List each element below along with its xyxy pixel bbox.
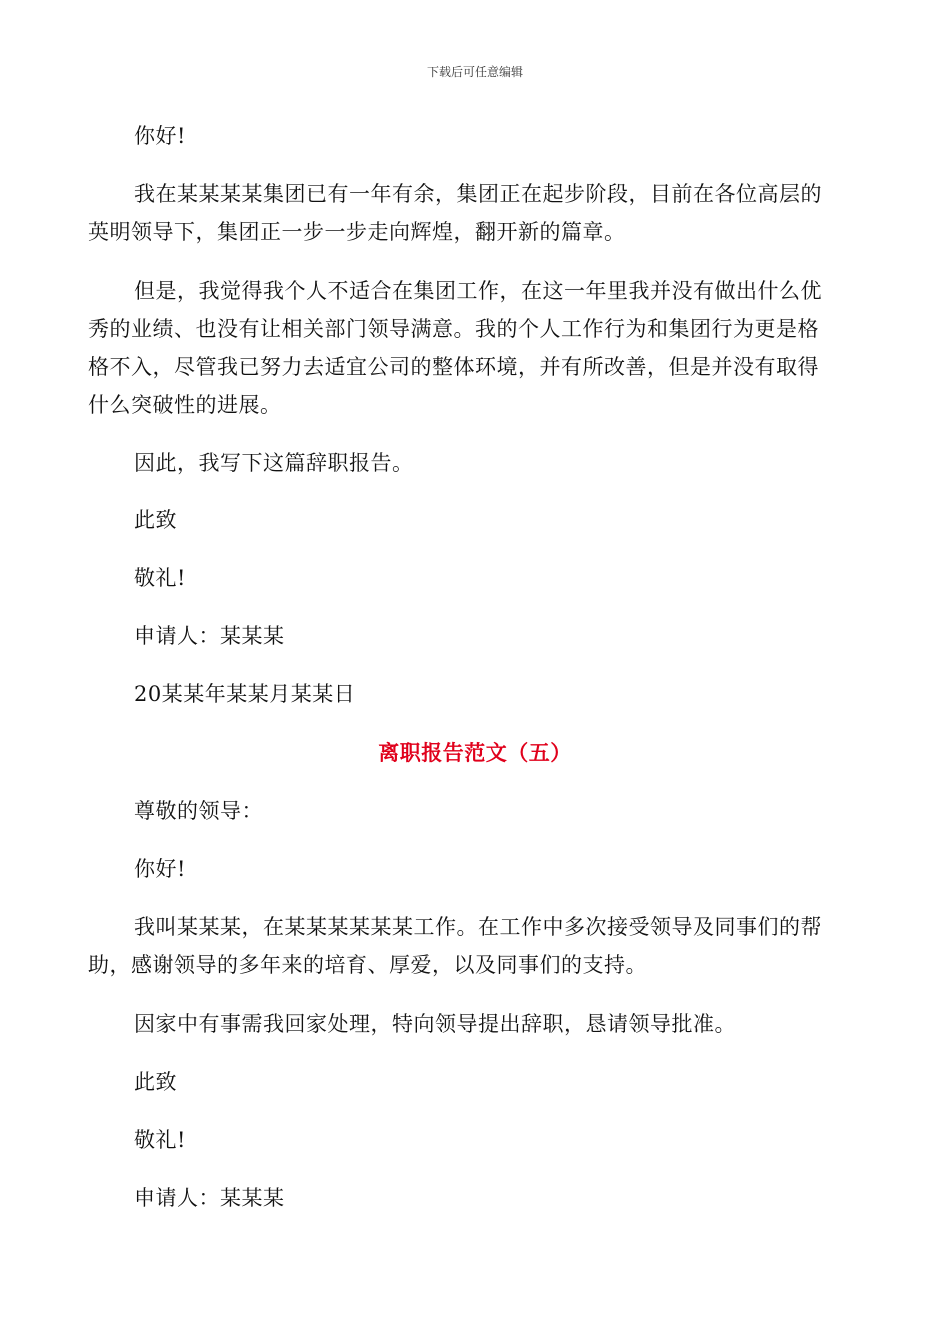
paragraph-1-line-2: 英明领导下，集团正一步一步走向辉煌，翻开新的篇章。 — [88, 220, 626, 244]
paragraph-2-line-4: 什么突破性的进展。 — [88, 393, 282, 417]
paragraph-2-line-2: 秀的业绩、也没有让相关部门领导满意。我的个人工作行为和集团行为更是格 — [88, 317, 819, 341]
letter5-paragraph-2: 因家中有事需我回家处理，特向领导提出辞职，恳请领导批准。 — [134, 1012, 736, 1036]
section-title: 离职报告范文（五） — [378, 740, 572, 765]
paragraph-2-line-3: 格不入，尽管我已努力去适宜公司的整体环境，并有所改善，但是并没有取得 — [88, 355, 819, 379]
greeting-2: 你好! — [134, 857, 186, 881]
applicant-line: 申请人：某某某 — [134, 624, 285, 648]
letter5-closing-ci-zhi: 此致 — [134, 1070, 177, 1094]
paragraph-2-line-1: 但是，我觉得我个人不适合在集团工作，在这一年里我并没有做出什么优 — [134, 279, 822, 303]
closing-jing-li: 敬礼! — [134, 566, 186, 590]
letter5-paragraph-1-line-1: 我叫某某某，在某某某某某某工作。在工作中多次接受领导及同事们的帮 — [134, 915, 822, 939]
closing-ci-zhi: 此致 — [134, 508, 177, 532]
page-header-note: 下载后可任意编辑 — [426, 65, 523, 79]
date-line: 20某某年某某月某某日 — [134, 682, 356, 706]
salutation: 尊敬的领导： — [134, 799, 263, 823]
letter5-paragraph-1-line-2: 助，感谢领导的多年来的培育、厚爱，以及同事们的支持。 — [88, 953, 647, 977]
paragraph-3: 因此，我写下这篇辞职报告。 — [134, 451, 414, 475]
letter5-applicant-line: 申请人：某某某 — [134, 1186, 285, 1210]
greeting: 你好! — [134, 124, 186, 148]
letter5-closing-jing-li: 敬礼! — [134, 1128, 186, 1152]
paragraph-1-line-1: 我在某某某某集团已有一年有余，集团正在起步阶段，目前在各位高层的 — [134, 182, 822, 206]
